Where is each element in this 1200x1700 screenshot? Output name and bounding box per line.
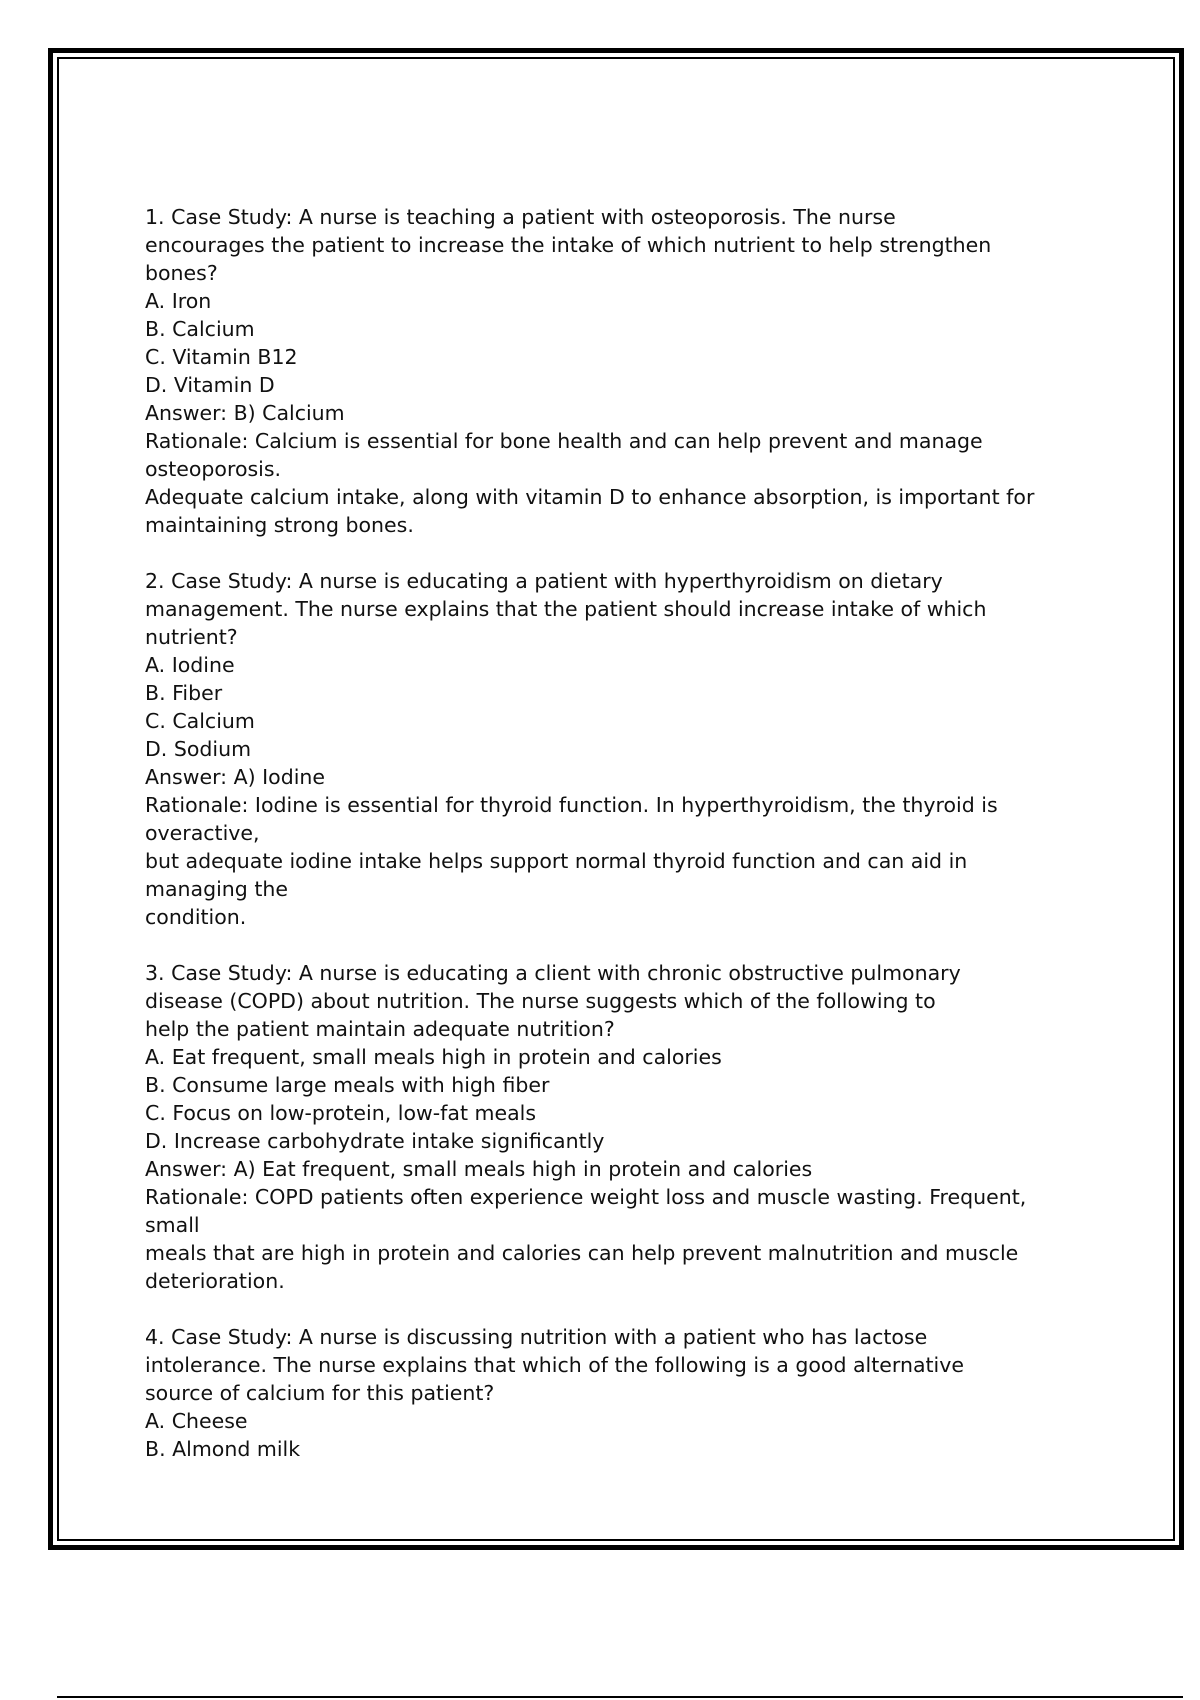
rationale-line: Rationale: Iodine is essential for thyroid function. In hyperthyroidism, the thyroid is xyxy=(145,793,998,817)
answer-option: A. Iron xyxy=(145,289,212,313)
question-stem-line: bones? xyxy=(145,261,218,285)
question-2 xyxy=(145,567,1075,931)
answer-option: C. Focus on low-protein, low-fat meals xyxy=(145,1101,537,1125)
answer-option: A. Iodine xyxy=(145,653,235,677)
question-stem-line: help the patient maintain adequate nutrition? xyxy=(145,1017,615,1041)
question-stem-line: encourages the patient to increase the intake of which nutrient to help strengthen xyxy=(145,233,992,257)
question-stem-line: source of calcium for this patient? xyxy=(145,1381,495,1405)
question-1 xyxy=(145,203,1075,539)
correct-answer: Answer: B) Calcium xyxy=(145,401,345,425)
rationale-line: overactive, xyxy=(145,821,260,845)
rationale-line: small xyxy=(145,1213,200,1237)
answer-option: B. Fiber xyxy=(145,681,223,705)
correct-answer: Answer: A) Eat frequent, small meals high in protein and calories xyxy=(145,1157,813,1181)
question-stem-line: nutrient? xyxy=(145,625,238,649)
answer-option: D. Sodium xyxy=(145,737,252,761)
document-body xyxy=(145,203,1075,1491)
rationale-line: but adequate iodine intake helps support normal thyroid function and can aid in xyxy=(145,849,968,873)
answer-option: B. Consume large meals with high fiber xyxy=(145,1073,550,1097)
question-stem-line: disease (COPD) about nutrition. The nurse suggests which of the following to xyxy=(145,989,936,1013)
question-stem-line: management. The nurse explains that the patient should increase intake of which xyxy=(145,597,987,621)
answer-option: A. Cheese xyxy=(145,1409,248,1433)
rationale-line: Rationale: COPD patients often experience weight loss and muscle wasting. Frequent, xyxy=(145,1185,1027,1209)
rationale-line: deterioration. xyxy=(145,1269,285,1293)
rationale-line: maintaining strong bones. xyxy=(145,513,414,537)
question-stem-line: 4. Case Study: A nurse is discussing nutrition with a patient who has lactose xyxy=(145,1325,928,1349)
answer-option: D. Vitamin D xyxy=(145,373,275,397)
rationale-line: Rationale: Calcium is essential for bone health and can help prevent and manage xyxy=(145,429,983,453)
answer-option: A. Eat frequent, small meals high in protein and calories xyxy=(145,1045,722,1069)
question-stem-line: 1. Case Study: A nurse is teaching a patient with osteoporosis. The nurse xyxy=(145,205,896,229)
answer-option: B. Almond milk xyxy=(145,1437,301,1461)
answer-option: B. Calcium xyxy=(145,317,255,341)
correct-answer: Answer: A) Iodine xyxy=(145,765,326,789)
rationale-line: condition. xyxy=(145,905,247,929)
rationale-line: managing the xyxy=(145,877,288,901)
question-4 xyxy=(145,1323,1075,1463)
question-stem-line: 3. Case Study: A nurse is educating a client with chronic obstructive pulmonary xyxy=(145,961,961,985)
question-stem-line: intolerance. The nurse explains that which of the following is a good alternative xyxy=(145,1353,964,1377)
question-stem-line: 2. Case Study: A nurse is educating a patient with hyperthyroidism on dietary xyxy=(145,569,943,593)
answer-option: C. Vitamin B12 xyxy=(145,345,298,369)
rationale-line: osteoporosis. xyxy=(145,457,282,481)
footer-rule xyxy=(57,1696,1183,1698)
answer-option: C. Calcium xyxy=(145,709,255,733)
rationale-line: meals that are high in protein and calories can help prevent malnutrition and muscle xyxy=(145,1241,1019,1265)
question-3 xyxy=(145,959,1075,1295)
answer-option: D. Increase carbohydrate intake significantly xyxy=(145,1129,605,1153)
rationale-line: Adequate calcium intake, along with vitamin D to enhance absorption, is important for xyxy=(145,485,1035,509)
